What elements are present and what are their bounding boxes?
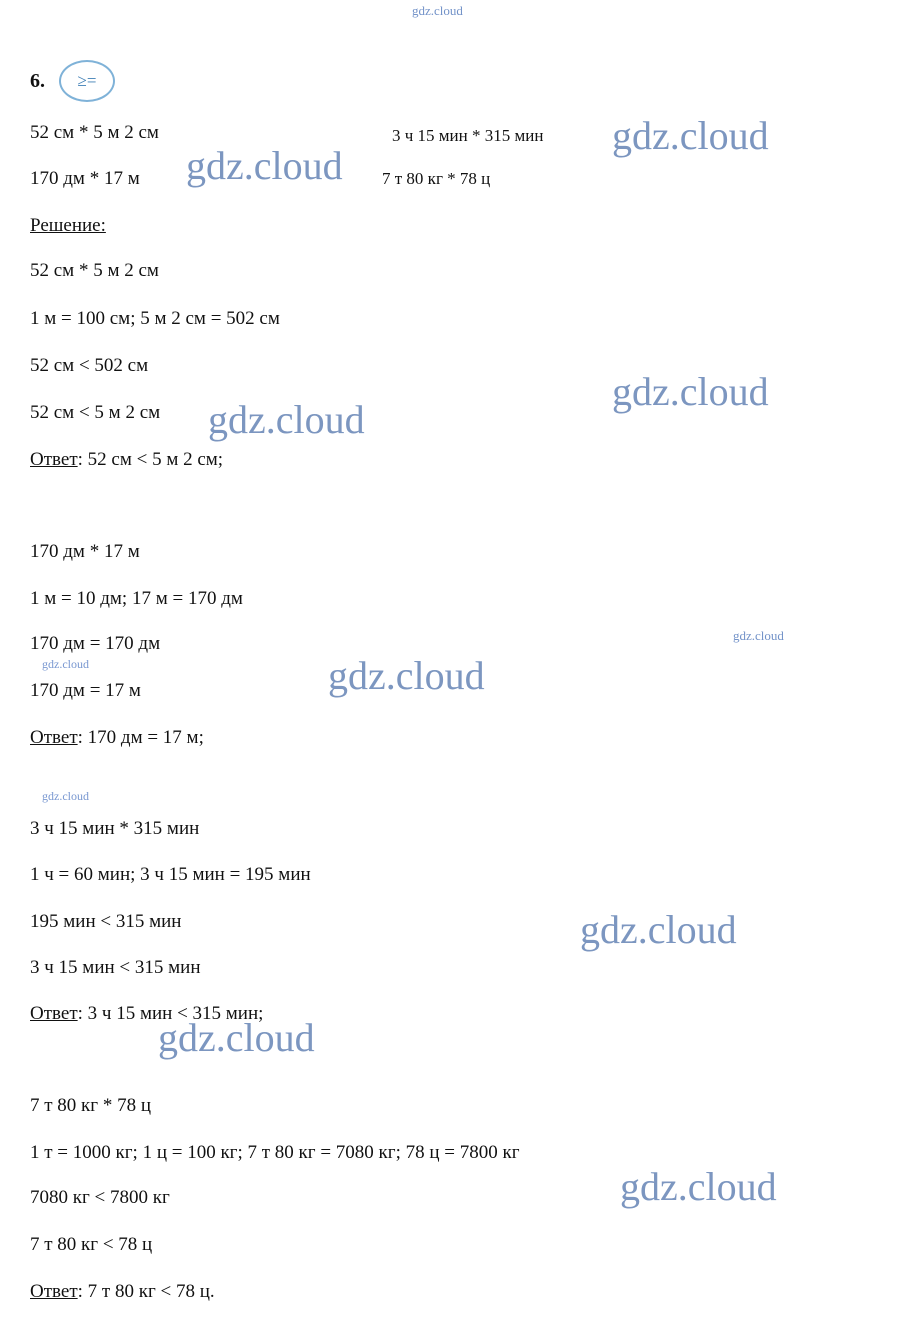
answer-line <box>30 449 223 471</box>
answer-line <box>30 1281 215 1303</box>
problem-expression: 3 ч 15 мин * 315 мин <box>392 126 544 145</box>
answer-line <box>30 727 204 749</box>
solution-line: 1 м = 10 дм; 17 м = 170 дм <box>30 588 243 609</box>
answer-value: : 7 т 80 кг < 78 ц. <box>77 1281 215 1302</box>
solution-line: 195 мин < 315 мин <box>30 911 182 932</box>
solution-line: 170 дм = 17 м <box>30 680 141 701</box>
solution-label: Решение: <box>30 215 106 236</box>
answer-label: Ответ <box>30 449 78 470</box>
problem-expression: 7 т 80 кг * 78 ц <box>382 169 491 188</box>
answer-label: Ответ <box>30 727 78 748</box>
solution-line: 7 т 80 кг < 78 ц <box>30 1234 153 1255</box>
answer-label: Ответ <box>30 1281 78 1302</box>
answer-label: Ответ <box>30 1003 78 1024</box>
watermark: gdz.cloud <box>733 628 784 643</box>
problem-expression: 170 дм * 17 м <box>30 168 140 189</box>
solution-line: 1 т = 1000 кг; 1 ц = 100 кг; 7 т 80 кг = 7080 кг; 78 ц = 7800 кг <box>30 1142 520 1163</box>
solution-line: 52 см < 502 см <box>30 355 149 376</box>
watermark: gdz.cloud <box>158 1015 315 1060</box>
watermark: gdz.cloud <box>42 657 89 671</box>
solution-line: 1 м = 100 см; 5 м 2 см = 502 см <box>30 308 280 329</box>
task-header <box>30 60 115 102</box>
answer-value: : 3 ч 15 мин < 315 мин; <box>77 1003 264 1024</box>
watermark: gdz.cloud <box>612 113 769 158</box>
answer-value: : 170 дм = 17 м; <box>77 727 204 748</box>
task-number: 6. <box>30 69 45 92</box>
watermark: gdz.cloud <box>620 1164 777 1209</box>
solution-line: 1 ч = 60 мин; 3 ч 15 мин = 195 мин <box>30 864 311 885</box>
watermark: gdz.cloud <box>612 369 769 414</box>
watermark: gdz.cloud <box>580 907 737 952</box>
solution-line: 3 ч 15 мин * 315 мин <box>30 818 200 839</box>
solution-line: 7080 кг < 7800 кг <box>30 1187 170 1208</box>
watermark: gdz.cloud <box>186 143 343 188</box>
answer-line <box>30 1003 263 1025</box>
problem-expression: 52 см * 5 м 2 см <box>30 122 159 143</box>
solution-line: 52 см < 5 м 2 см <box>30 402 161 423</box>
compare-sign-icon: ≥= <box>59 60 115 102</box>
watermark: gdz.cloud <box>412 3 463 18</box>
watermark: gdz.cloud <box>208 397 365 442</box>
watermark: gdz.cloud <box>42 789 89 803</box>
solution-line: 3 ч 15 мин < 315 мин <box>30 957 201 978</box>
solution-line: 170 дм = 170 дм <box>30 633 161 654</box>
solution-line: 170 дм * 17 м <box>30 541 140 562</box>
watermark: gdz.cloud <box>328 653 485 698</box>
answer-value: : 52 см < 5 м 2 см; <box>77 449 224 470</box>
solution-line: 7 т 80 кг * 78 ц <box>30 1095 151 1116</box>
solution-line: 52 см * 5 м 2 см <box>30 260 159 281</box>
